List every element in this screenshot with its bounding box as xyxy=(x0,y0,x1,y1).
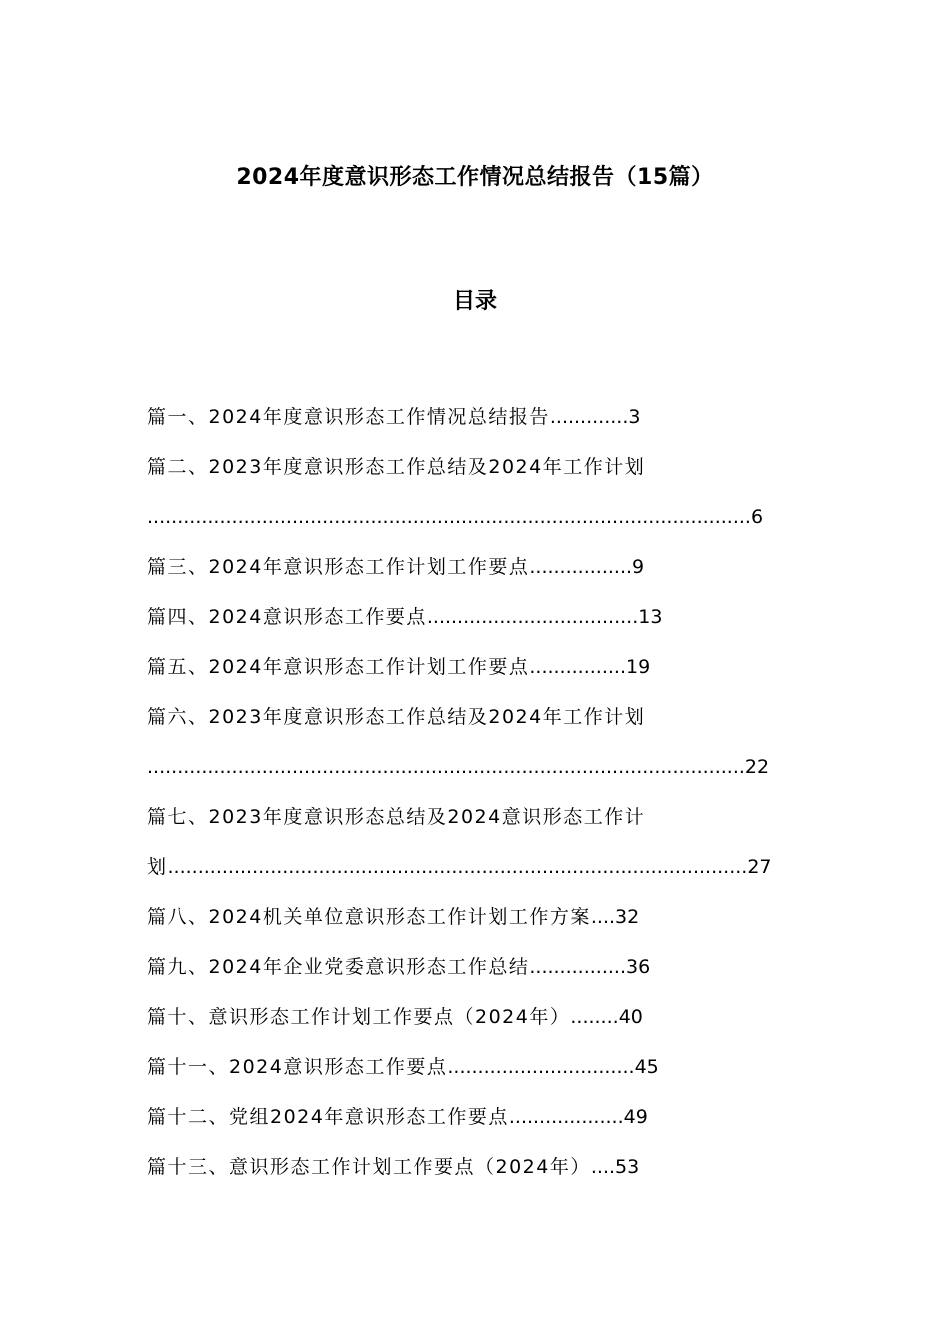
toc-page-number: 53 xyxy=(615,1156,640,1178)
toc-line[interactable] xyxy=(147,1042,719,1092)
toc-line[interactable] xyxy=(147,792,719,842)
toc-entry-text: 篇二、2023年度意识形态工作总结及2024年工作计划 xyxy=(147,456,646,478)
toc-leader-dots: ............. xyxy=(549,406,629,428)
toc-entry-text: 篇十、意识形态工作计划工作要点（2024年） xyxy=(147,1006,571,1028)
toc-page-number: 40 xyxy=(618,1006,643,1028)
toc-page-number: 6 xyxy=(750,506,764,528)
toc-leader-dots: ........ xyxy=(570,1006,619,1028)
toc-page-number: 22 xyxy=(744,756,770,778)
toc-line[interactable] xyxy=(147,742,770,792)
toc-leader-dots: .... xyxy=(590,1156,616,1178)
toc-line[interactable] xyxy=(147,592,719,642)
toc-line[interactable] xyxy=(147,1092,719,1142)
toc-entry-text: 划 xyxy=(147,856,168,878)
toc-entry-text: 篇三、2024年意识形态工作计划工作要点 xyxy=(147,556,530,578)
toc-leader-dots: ................................................................................................... xyxy=(147,756,745,778)
toc-entry-text: 篇十三、意识形态工作计划工作要点（2024年） xyxy=(147,1156,591,1178)
toc-line[interactable] xyxy=(147,942,719,992)
toc-leader-dots: .................................................................................................... xyxy=(147,506,751,528)
toc-page-number: 27 xyxy=(747,856,772,878)
toc-leader-dots: ................................................................................................ xyxy=(167,856,748,878)
toc-line[interactable] xyxy=(147,992,719,1042)
toc-line[interactable] xyxy=(147,892,719,942)
toc-entry-text: 篇四、2024意识形态工作要点 xyxy=(147,606,427,628)
toc-entry-text: 篇五、2024年意识形态工作计划工作要点 xyxy=(147,656,530,678)
toc-leader-dots: .... xyxy=(590,906,616,928)
toc-entry-text: 篇十二、党组2024年意识形态工作要点 xyxy=(147,1106,509,1128)
toc-line[interactable] xyxy=(147,692,719,742)
toc-line[interactable] xyxy=(147,642,719,692)
table-of-contents xyxy=(147,392,772,1192)
toc-entry-text: 篇六、2023年度意识形态工作总结及2024年工作计划 xyxy=(147,706,646,728)
toc-entry-text: 篇八、2024机关单位意识形态工作计划工作方案 xyxy=(147,906,591,928)
toc-leader-dots: ................ xyxy=(529,956,626,978)
toc-line[interactable] xyxy=(147,1142,719,1192)
toc-entry-text: 篇十一、2024意识形态工作要点 xyxy=(147,1056,448,1078)
toc-entry-text: 篇一、2024年度意识形态工作情况总结报告 xyxy=(147,406,550,428)
toc-leader-dots: ................ xyxy=(529,656,626,678)
toc-leader-dots: ................................... xyxy=(426,606,639,628)
toc-line[interactable] xyxy=(147,492,764,542)
toc-line[interactable] xyxy=(147,842,772,892)
toc-page-number: 3 xyxy=(628,406,641,428)
toc-entry-text: 篇七、2023年度意识形态总结及2024意识形态工作计 xyxy=(147,806,646,828)
toc-line[interactable] xyxy=(147,442,719,492)
toc-page-number: 13 xyxy=(638,606,663,628)
toc-page-number: 49 xyxy=(623,1106,648,1128)
toc-page-number: 9 xyxy=(632,556,645,578)
toc-leader-dots: ................... xyxy=(508,1106,624,1128)
toc-page-number: 45 xyxy=(634,1056,659,1078)
toc-leader-dots: ............................... xyxy=(447,1056,635,1078)
toc-page-number: 32 xyxy=(615,906,640,928)
toc-page-number: 36 xyxy=(626,956,651,978)
toc-heading: 目录 xyxy=(452,289,497,314)
toc-leader-dots: ................. xyxy=(529,556,633,578)
toc-line[interactable] xyxy=(147,542,719,592)
toc-entry-text: 篇九、2024年企业党委意识形态工作总结 xyxy=(147,956,530,978)
document-title: 2024年度意识形态工作情况总结报告（15篇） xyxy=(236,165,714,190)
toc-line[interactable] xyxy=(147,392,719,442)
toc-page-number: 19 xyxy=(626,656,651,678)
